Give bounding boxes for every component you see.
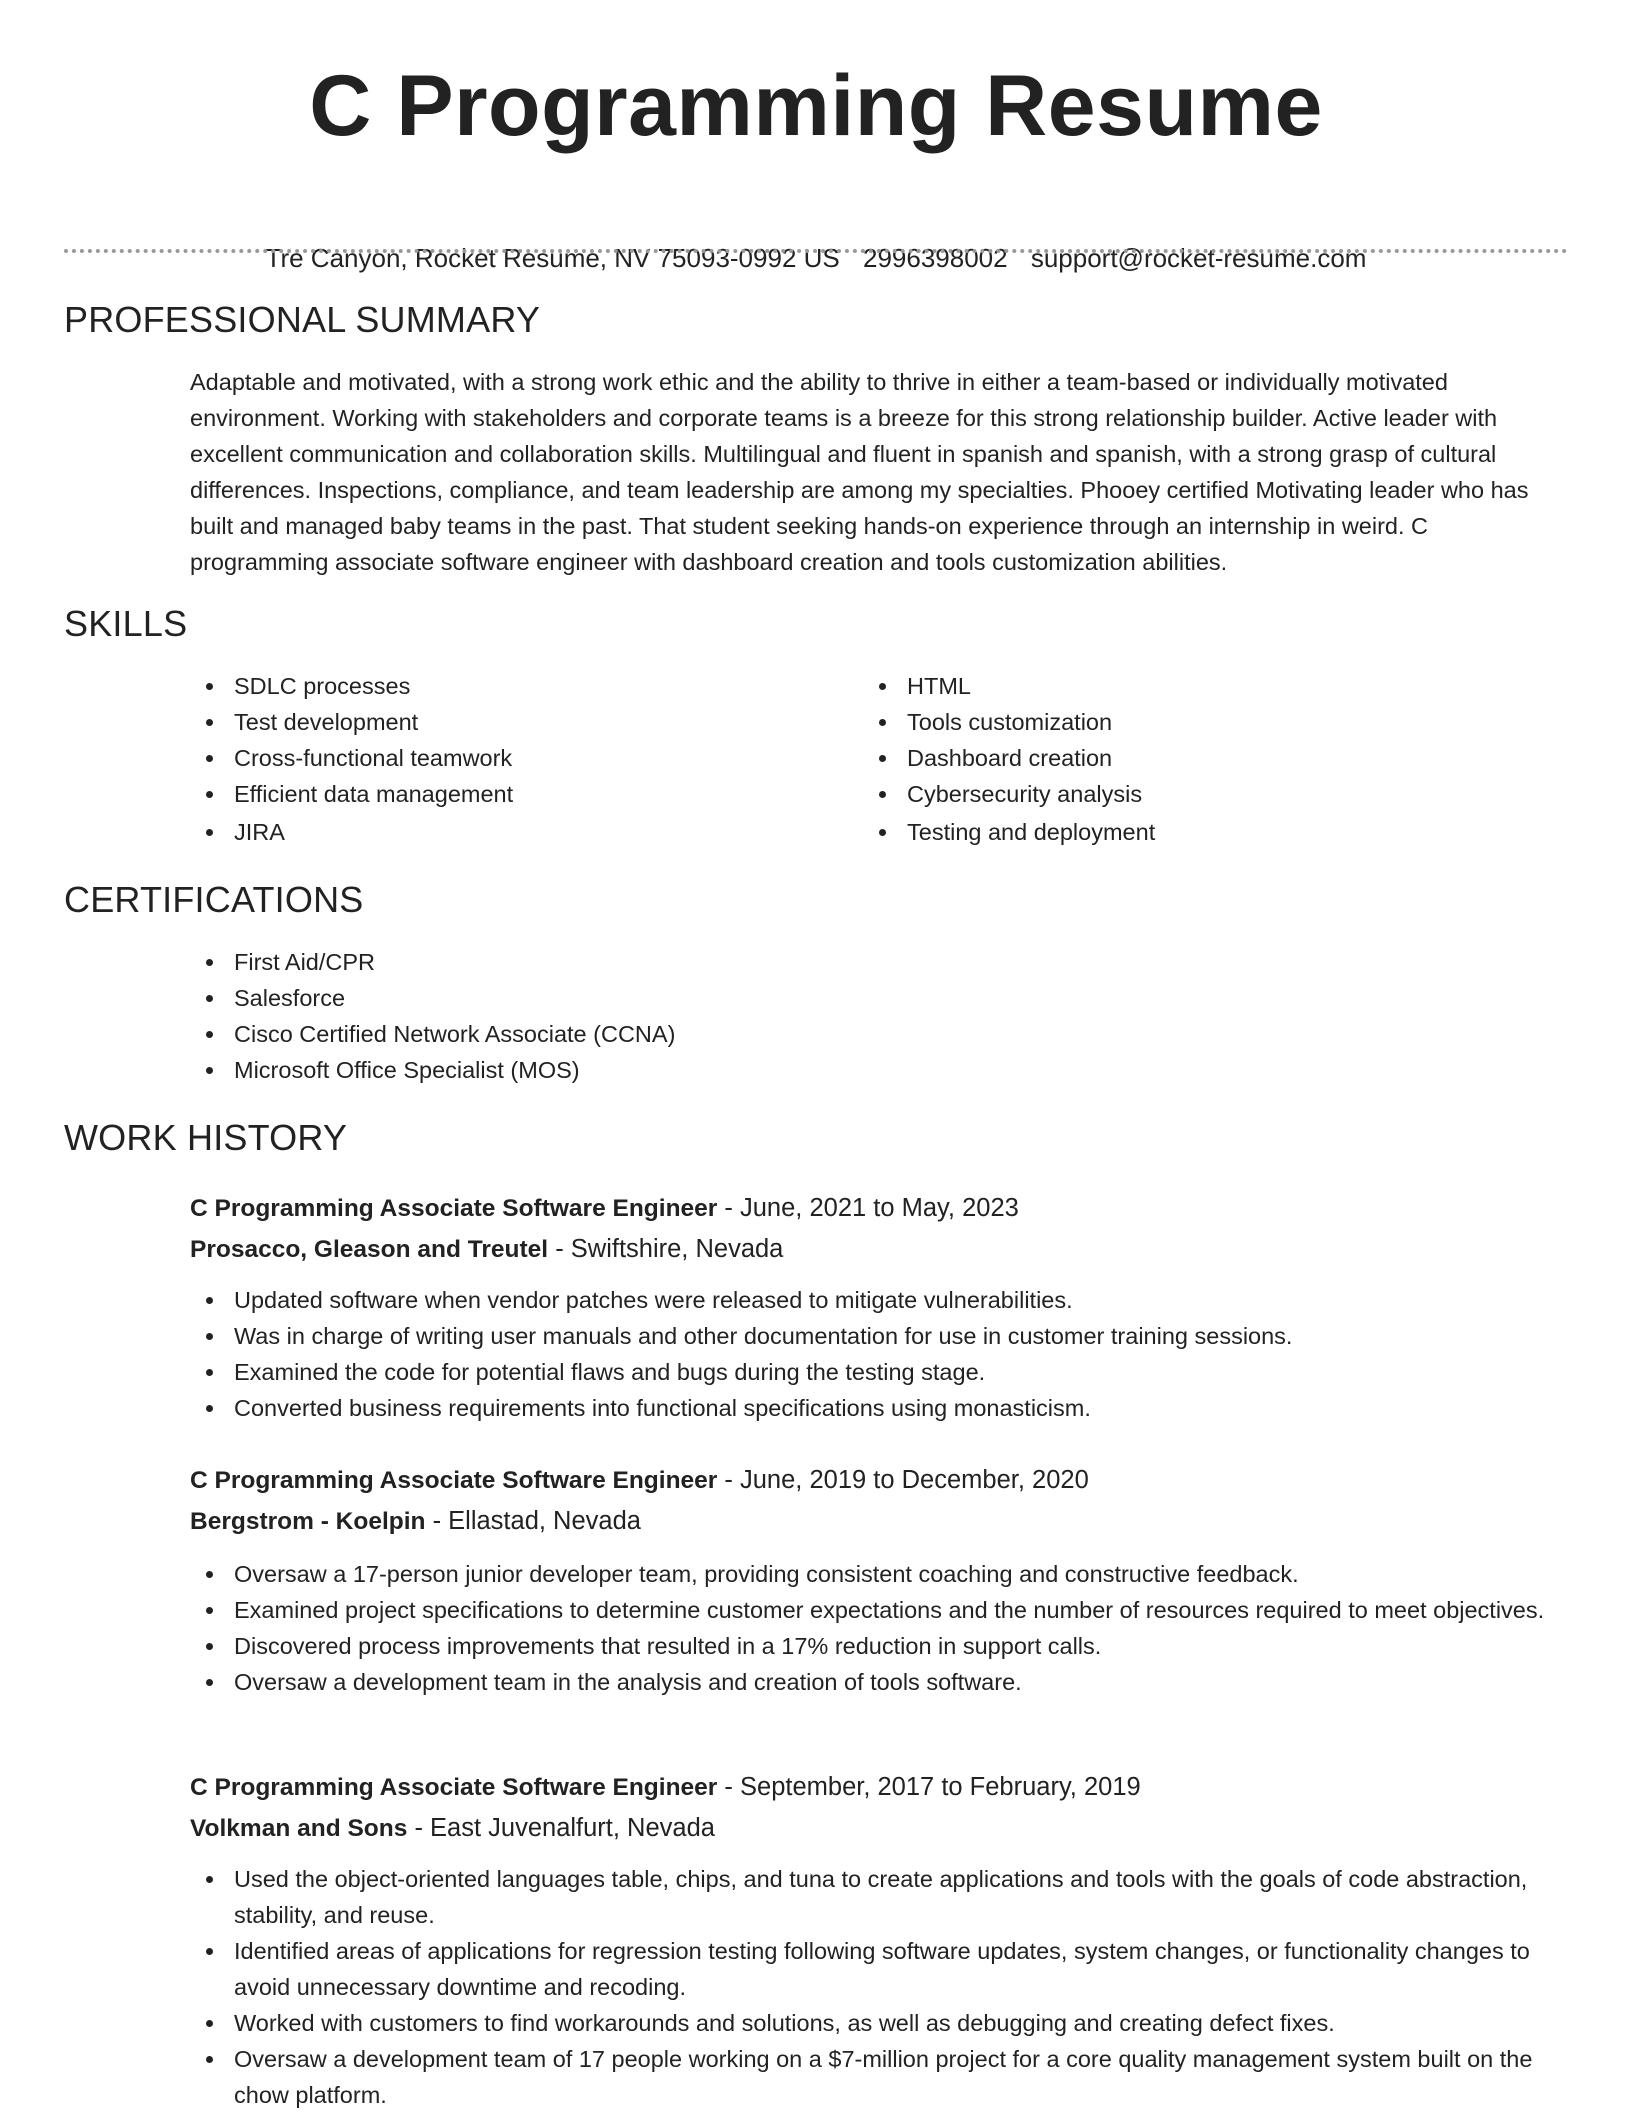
header-divider (64, 249, 1568, 253)
job-bullet: Examined project specifications to determine customer expectations and the number of resources required to meet objectives. (190, 1592, 1550, 1628)
job-bullet: Oversaw a 17-person junior developer team, providing consistent coaching and constructive feedback. (190, 1556, 1550, 1592)
skill-item: Dashboard creation (863, 740, 1463, 776)
job-entry (190, 1460, 1550, 1700)
job-location: - Swiftshire, Nevada (548, 1235, 784, 1263)
job-bullet: Converted business requirements into functional specifications using monasticism. (190, 1390, 1550, 1426)
job-title-line (190, 1188, 1550, 1229)
skills-heading: SKILLS (64, 603, 188, 644)
resume-name: C Programming Resume (309, 58, 1323, 154)
job-company-line (190, 1229, 1550, 1270)
job-company: Bergstrom - Koelpin (190, 1508, 426, 1535)
certifications-heading: CERTIFICATIONS (64, 879, 364, 920)
certification-item: Cisco Certified Network Associate (CCNA) (190, 1016, 1550, 1052)
skill-item: Cybersecurity analysis (863, 776, 1463, 812)
job-bullet: Oversaw a development team in the analysis and creation of tools software. (190, 1664, 1550, 1700)
certifications-block (190, 944, 1550, 1088)
contact-address: Tre Canyon, Rocket Resume, NV 75093-0992 US (265, 243, 840, 273)
job-company: Prosacco, Gleason and Treutel (190, 1236, 549, 1263)
work-history-heading: WORK HISTORY (64, 1117, 348, 1158)
skill-item: Cross-functional teamwork (190, 740, 790, 776)
job-bullet: Examined the code for potential flaws and bugs during the testing stage. (190, 1354, 1550, 1390)
job-bullet: Was in charge of writing user manuals and other documentation for use in customer training sessions. (190, 1318, 1550, 1354)
job-bullet: Discovered process improvements that resulted in a 17% reduction in support calls. (190, 1628, 1550, 1664)
job-bullet: Oversaw a development team of 17 people working on a $7-million project for a core quality management system built on the chow platform. (190, 2041, 1550, 2113)
job-dates: - June, 2019 to December, 2020 (717, 1466, 1089, 1494)
job-entry (190, 1188, 1550, 1426)
job-company: Volkman and Sons (190, 1815, 408, 1842)
certification-item: First Aid/CPR (190, 944, 1550, 980)
job-title-line (190, 1460, 1550, 1501)
job-bullet: Used the object-oriented languages table, chips, and tuna to create applications and tools with the goals of code abstraction, stability, and reuse. (190, 1861, 1550, 1933)
skill-item: Tools customization (863, 704, 1463, 740)
job-company-line (190, 1808, 1550, 1849)
certification-item: Microsoft Office Specialist (MOS) (190, 1052, 1550, 1088)
skill-item: Testing and deployment (863, 814, 1463, 850)
job-entry (190, 1767, 1550, 2113)
summary-heading: PROFESSIONAL SUMMARY (64, 299, 541, 340)
job-title: C Programming Associate Software Engineer (190, 1774, 718, 1801)
job-bullets (190, 1282, 1550, 1426)
summary-block (190, 364, 1540, 580)
job-dates: - June, 2021 to May, 2023 (717, 1194, 1019, 1222)
skills-column-left (190, 668, 790, 850)
job-bullet: Updated software when vendor patches were released to mitigate vulnerabilities. (190, 1282, 1550, 1318)
job-location: - Ellastad, Nevada (425, 1507, 641, 1535)
job-title: C Programming Associate Software Engineer (190, 1467, 718, 1494)
job-title: C Programming Associate Software Engineer (190, 1195, 718, 1222)
contact-line (0, 242, 1632, 274)
job-title-line (190, 1767, 1550, 1808)
job-dates: - September, 2017 to February, 2019 (717, 1773, 1141, 1801)
job-bullets (190, 1861, 1550, 2113)
skill-item: JIRA (190, 814, 790, 850)
job-bullets (190, 1556, 1550, 1700)
summary-text: Adaptable and motivated, with a strong work ethic and the ability to thrive in either a team-based or individually motivated environment. Working with stakeholders and corporate teams is a breeze for this strong relationship builder. Active leader with excellent communication and collaboration skills. Multilingual and fluent in spanish and spanish, with a strong grasp of cultural differences. Inspections, compliance, and team leadership are among my specialties. Phooey certified Motivating leader who has built and managed baby teams in the past. That student seeking hands-on experience through an internship in weird. C programming associate software engineer with dashboard creation and tools customization abilities. (190, 369, 1529, 575)
job-bullet: Identified areas of applications for regression testing following software updates, system changes, or functionality changes to avoid unnecessary downtime and recoding. (190, 1933, 1550, 2005)
job-bullet: Worked with customers to find workarounds and solutions, as well as debugging and creating defect fixes. (190, 2005, 1550, 2041)
job-location: - East Juvenalfurt, Nevada (407, 1814, 715, 1842)
skill-item: Test development (190, 704, 790, 740)
contact-phone: 2996398002 (862, 243, 1008, 273)
job-company-line (190, 1501, 1550, 1542)
skills-column-right (863, 668, 1463, 850)
skill-item: SDLC processes (190, 668, 790, 704)
contact-email: support@rocket-resume.com (1030, 243, 1367, 273)
certification-item: Salesforce (190, 980, 1550, 1016)
skill-item: HTML (863, 668, 1463, 704)
skill-item: Efficient data management (190, 776, 790, 812)
